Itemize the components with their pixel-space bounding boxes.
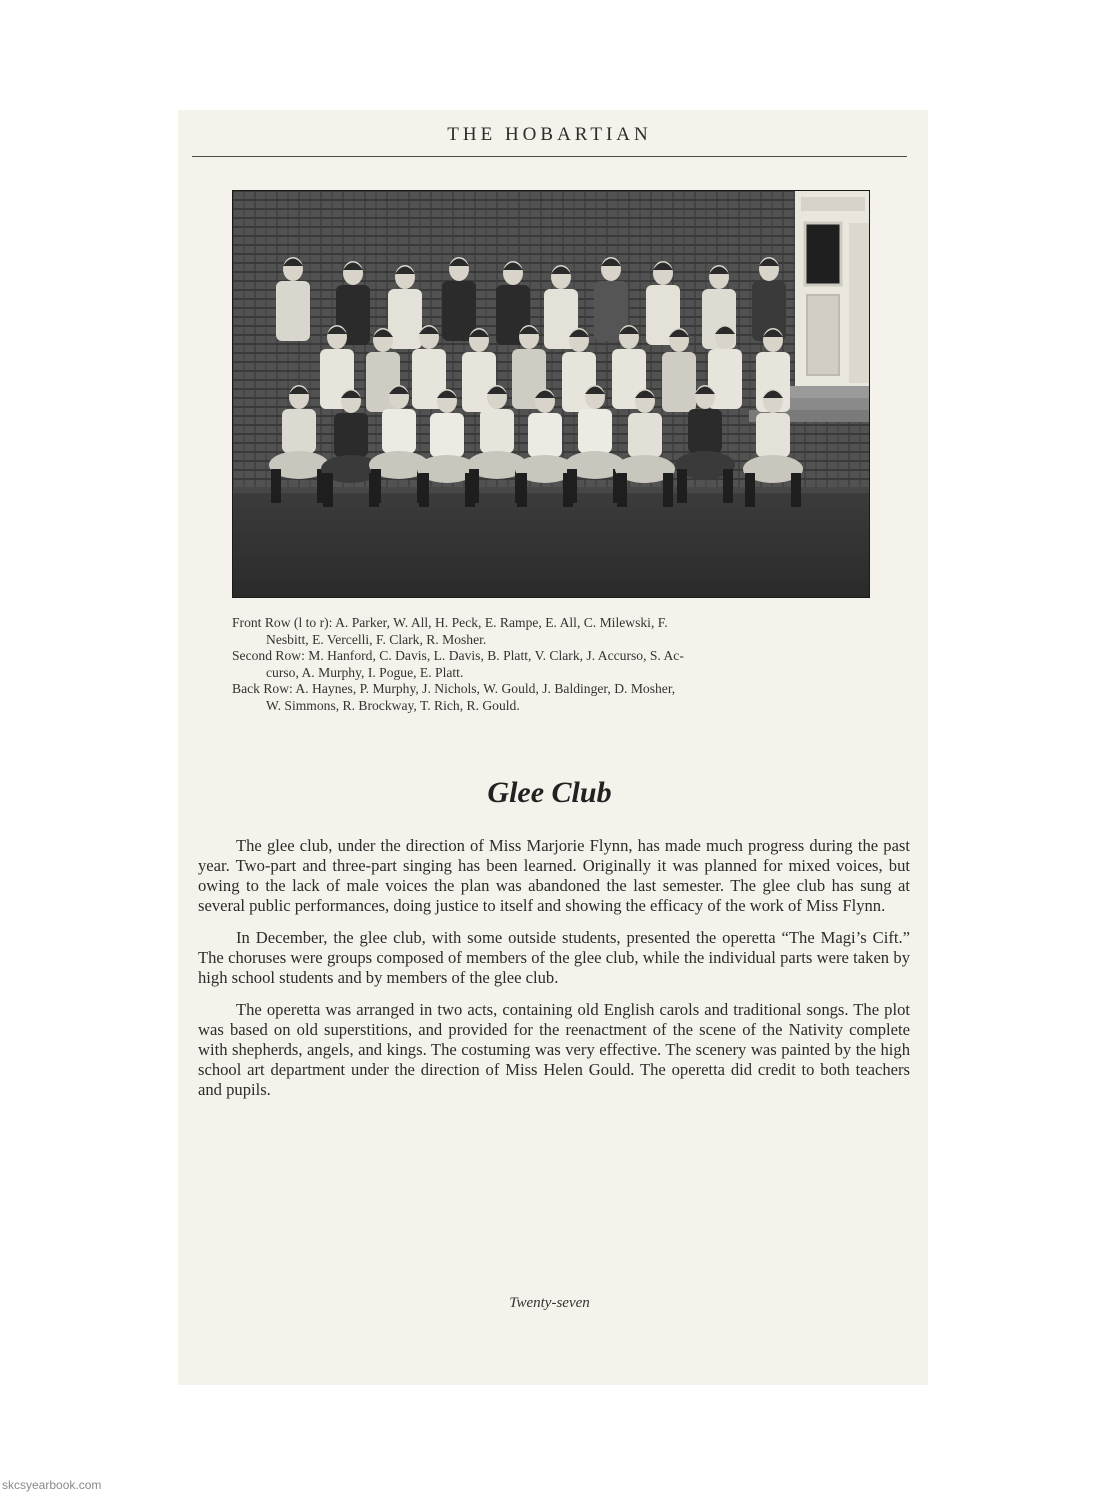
caption-back-row-cont: W. Simmons, R. Brockway, T. Rich, R. Gould. bbox=[266, 697, 520, 713]
site-watermark: skcsyearbook.com bbox=[2, 1478, 102, 1492]
section-title: Glee Club bbox=[487, 776, 612, 809]
paragraph-1: The glee club, under the direction of Miss Marjorie Flynn, has made much progress during the past year. Two-part and three-part singing has been learned. Originally it was planned for mixed voices, but owing to the lack of male voices the plan was abandoned the last semester. The glee club has sung at several public performances, doing justice to itself and showing the efficacy of the work of Miss Flynn. bbox=[198, 836, 910, 915]
lawn bbox=[233, 491, 870, 598]
page-number: Twenty-seven bbox=[509, 1295, 590, 1311]
group-photo bbox=[232, 190, 870, 598]
photo-caption bbox=[232, 615, 877, 714]
paragraph-3: The operetta was arranged in two acts, containing old English carols and traditional songs. The plot was based on old superstitions, and provided for the reenactment of the scene of the Nativity complete with shepherds, angels, and kings. The costuming was very effective. The scenery was painted by the high school art department under the direction of Miss Helen Gould. The operetta did credit to both teachers and pupils. bbox=[198, 1000, 910, 1099]
caption-second-row: Second Row: M. Hanford, C. Davis, L. Davis, B. Platt, V. Clark, J. Accurso, S. Ac- bbox=[232, 648, 684, 663]
caption-back-row: Back Row: A. Haynes, P. Murphy, J. Nichols, W. Gould, J. Baldinger, D. Mosher, bbox=[232, 681, 676, 696]
doorway bbox=[795, 191, 870, 391]
paragraph-2: In December, the glee club, with some outside students, presented the operetta “The Magi’s Cift.” The choruses were groups composed of members of the glee club, while the individual parts were taken by high school students and by members of the glee club. bbox=[198, 928, 910, 987]
caption-front-row: Front Row (l to r): A. Parker, W. All, H. Peck, E. Rampe, E. All, C. Milewski, F. bbox=[232, 615, 668, 630]
article-body bbox=[198, 836, 910, 1112]
caption-second-row-cont: curso, A. Murphy, I. Pogue, E. Platt. bbox=[266, 664, 464, 680]
header-rule bbox=[192, 156, 907, 157]
caption-front-row-cont: Nesbitt, E. Vercelli, F. Clark, R. Mosher. bbox=[266, 631, 487, 647]
running-head: THE HOBARTIAN bbox=[447, 124, 652, 145]
